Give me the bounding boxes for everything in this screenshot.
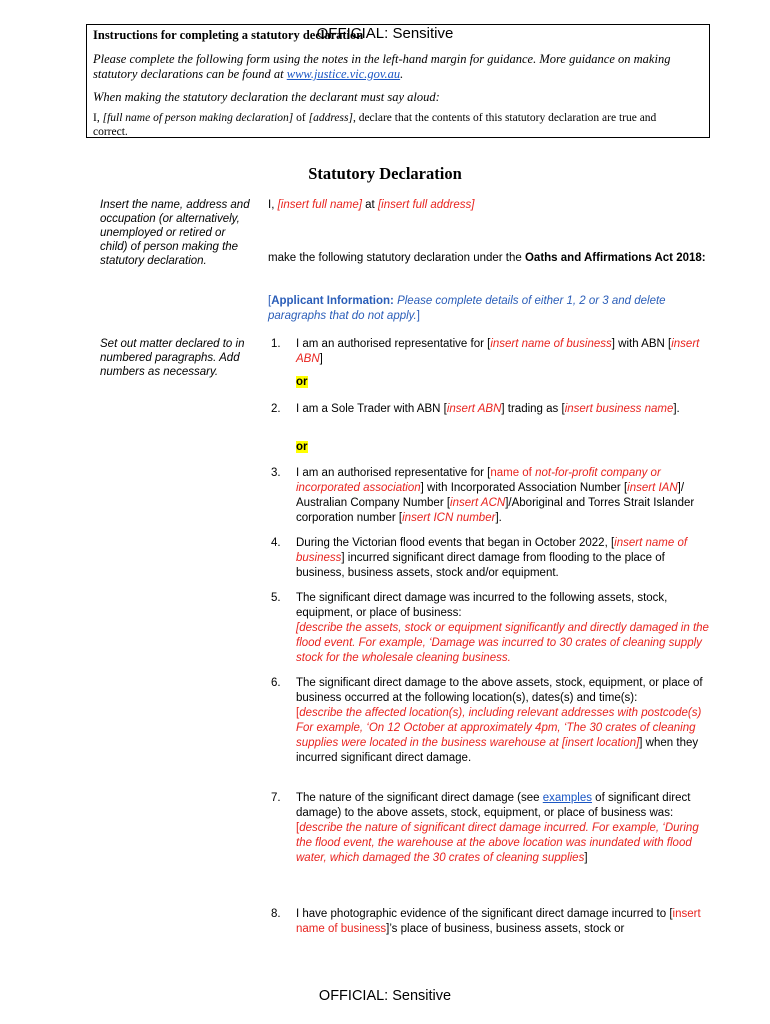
abn-field[interactable]: insert ABN xyxy=(446,403,502,415)
item-7-text-b0: [ xyxy=(296,822,300,834)
make-statement-line xyxy=(268,251,714,266)
damaged-assets-description-field[interactable]: [describe the assets, stock or equipment significantly and directly damaged in the flood event. For example, ‘Damage was incurred to 30 crates of cleaning supply stock for the wholesale cleaning business. xyxy=(296,622,709,664)
item-2-text-e: ]. xyxy=(673,403,680,415)
item-number: 8. xyxy=(271,908,281,920)
declarant-address-field[interactable]: [insert full address] xyxy=(377,199,475,211)
item-3-text-b0: name of xyxy=(490,467,536,479)
item-1-text-a: I am an authorised representative for [ xyxy=(296,338,491,350)
item-number: 2. xyxy=(271,403,281,415)
instructions-p1-text: Please complete the following form using the notes in the left-hand margin for guidance. More guidance on making statutory declarations can be found at xyxy=(93,52,671,81)
applicant-information-note xyxy=(268,294,720,324)
wording-rest: , declare that the contents of this statutory declaration are true and correct. xyxy=(93,112,657,138)
item-number: 5. xyxy=(271,592,281,604)
header-classification: OFFICIAL: Sensitive xyxy=(316,25,454,42)
item-5-text-a: The significant direct damage was incurred to the following assets, stock, equipment, or place of business: xyxy=(296,592,668,619)
applicant-info-note-text: Please complete details of either 1, 2 or 3 and delete paragraphs that do not apply. xyxy=(268,295,666,322)
item-8-text-a: I have photographic evidence of the significant direct damage incurred to [ xyxy=(296,908,673,920)
declaration-item-5 xyxy=(296,591,716,666)
declaration-item-7 xyxy=(296,791,716,866)
examples-link[interactable]: examples xyxy=(542,792,592,804)
ian-field[interactable]: insert IAN xyxy=(627,482,678,494)
item-3-text-e: ]/ Australian Company Number [ xyxy=(296,482,685,509)
business-name-field[interactable]: insert business name xyxy=(564,403,674,415)
applicant-info-label: Applicant Information: xyxy=(271,295,394,307)
item-1-text-c: ] with ABN [ xyxy=(611,338,672,350)
justice-website-link[interactable]: www.justice.vic.gov.au xyxy=(286,67,401,81)
or-separator-2 xyxy=(296,441,308,453)
make-line-text: make the following statutory declaration under the xyxy=(268,252,525,264)
item-1-text-e: ] xyxy=(319,353,323,365)
item-3-text-a: I am an authorised representative for [ xyxy=(296,467,491,479)
item-8-text-c: ]’s place of business, business assets, stock or xyxy=(386,923,625,935)
declaration-item-4 xyxy=(296,536,716,581)
wording-address: [address] xyxy=(308,112,353,124)
declarant-line xyxy=(268,198,718,213)
or-separator-1 xyxy=(296,376,308,388)
footer-classification: OFFICIAL: Sensitive xyxy=(318,988,452,1004)
instructions-paragraph-1 xyxy=(93,52,693,82)
item-6-text-a: The significant direct damage to the above assets, stock, equipment, or place of business occurred at the following location(s), dates(s) and time(s): xyxy=(296,677,703,704)
document-title: Statutory Declaration xyxy=(308,164,462,183)
item-3-text-g: ]/Aboriginal and Torres Strait Islander corporation number [ xyxy=(296,497,695,524)
declaration-item-1 xyxy=(296,337,716,367)
item-number: 7. xyxy=(271,792,281,804)
item-7-text-a: The nature of the significant direct damage (see xyxy=(296,792,543,804)
applicant-info-close: ] xyxy=(416,310,420,322)
abn-field[interactable]: insert ABN xyxy=(296,338,700,365)
item-number: 4. xyxy=(271,537,281,549)
declaration-item-3 xyxy=(296,466,716,526)
item-3-text-c: ] with Incorporated Association Number [ xyxy=(420,482,628,494)
item-2-text-c: ] trading as [ xyxy=(501,403,565,415)
instructions-title: Instructions for completing a statutory declaration xyxy=(93,28,364,42)
business-name-field[interactable]: insert name of business xyxy=(296,908,701,935)
item-6-text-c: ] when they incurred significant direct damage. xyxy=(296,737,699,764)
declaration-item-6 xyxy=(296,676,716,766)
item-number: 6. xyxy=(271,677,281,689)
wording-i: I, xyxy=(93,112,103,124)
acn-field[interactable]: insert ACN xyxy=(450,497,506,509)
business-name-field[interactable]: insert name of business xyxy=(296,537,688,564)
declarant-prefix: I, xyxy=(268,199,278,211)
declaration-item-8 xyxy=(296,907,716,937)
instructions-declaration-wording xyxy=(93,111,693,139)
business-name-field[interactable]: insert name of business xyxy=(490,338,612,350)
declarant-at: at xyxy=(361,199,378,211)
item-2-text-a: I am a Sole Trader with ABN [ xyxy=(296,403,447,415)
or-label: or xyxy=(296,441,308,453)
item-number: 1. xyxy=(271,338,281,350)
declarant-name-field[interactable]: [insert full name] xyxy=(277,199,362,211)
item-6-text-b0: [ xyxy=(296,707,300,719)
item-4-text-c: ] incurred significant direct damage from flooding to the place of business, business assets, stock and/or equipment. xyxy=(296,552,665,579)
organisation-name-field[interactable]: not-for-profit company or incorporated association xyxy=(296,467,661,494)
instructions-p1-end: . xyxy=(400,67,404,81)
declaration-item-2 xyxy=(296,402,716,417)
or-label: or xyxy=(296,376,308,388)
item-number: 3. xyxy=(271,467,281,479)
item-7-text-a2: of significant direct damage) to the above assets, stock, equipment, or place of business was: xyxy=(296,792,691,819)
instructions-paragraph-2: When making the statutory declaration the declarant must say aloud: xyxy=(93,90,440,104)
margin-note-declarant: Insert the name, address and occupation (or alternatively, unemployed or retired or child) of person making the statutory declaration. xyxy=(100,199,250,267)
applicant-info-open: [ xyxy=(268,295,272,307)
margin-note-paragraphs: Set out matter declared to in numbered paragraphs. Add numbers as necessary. xyxy=(100,338,245,378)
wording-of: of xyxy=(293,112,309,124)
item-4-text-a: During the Victorian flood events that began in October 2022, [ xyxy=(296,537,615,549)
wording-name: [full name of person making declaration] xyxy=(102,112,294,124)
act-name: Oaths and Affirmations Act 2018: xyxy=(524,252,706,264)
damage-location-description-field[interactable]: describe the affected location(s), including relevant addresses with postcode(s) For example, ‘On 12 October at approximately 4pm, ‘The 30 crates of cleaning supplies were located in the business warehouse at [insert location] xyxy=(296,707,702,749)
item-7-text-c: ] xyxy=(584,852,588,864)
icn-field[interactable]: insert ICN number xyxy=(402,512,496,524)
damage-nature-description-field[interactable]: describe the nature of significant direct damage incurred. For example, ‘During the flood event, the warehouse at the above location was inundated with flood water, which damaged the 30 crates of cleaning supplies xyxy=(296,822,699,864)
item-3-text-i: ]. xyxy=(495,512,502,524)
